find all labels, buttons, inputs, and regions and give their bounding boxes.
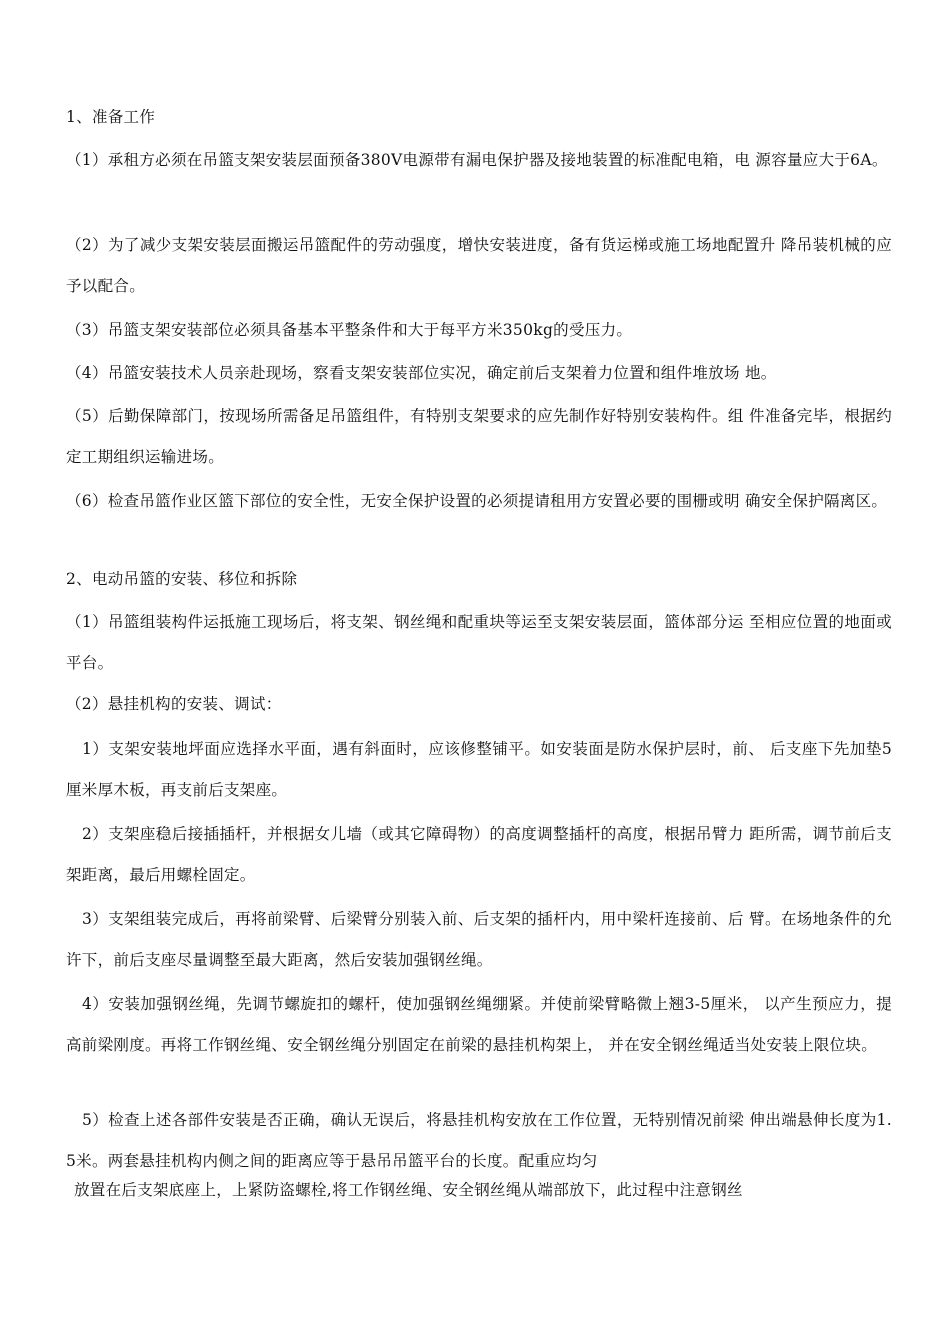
paragraph-step-4: 4）安装加强钢丝绳，先调节螺旋扣的螺杆，使加强钢丝绳绷紧。并使前梁臂略微上翘3-5厘米， 以产生预应力，提高前梁刚度。再将工作钢丝绳、安全钢丝绳分别固定在前梁的悬挂机构架上， 并在安全钢丝绳适当处安装上限位块。: [66, 995, 892, 1054]
paragraph-install-1: （1）吊篮组装构件运抵施工现场后，将支架、钢丝绳和配重块等运至支架安装层面，篮体部分运 至相应位置的地面或平台。: [66, 613, 892, 672]
paragraph-prep-2: （2）为了减少支架安装层面搬运吊篮配件的劳动强度，增快安装进度，备有货运梯或施工场地配置升 降吊装机械的应予以配合。: [66, 236, 892, 295]
paragraph-prep-1: （1）承租方必须在吊篮支架安装层面预备380V电源带有漏电保护器及接地装置的标准配电箱，电 源容量应大于6A。: [66, 151, 888, 169]
heading-installation: 2、电动吊篮的安装、移位和拆除: [66, 570, 298, 588]
paragraph-step-1: 1）支架安装地坪面应选择水平面，遇有斜面时，应该修整铺平。如安装面是防水保护层时，前、 后支座下先加垫5厘米厚木板，再支前后支架座。: [66, 740, 892, 799]
paragraph-prep-3: （3）吊篮支架安装部位必须具备基本平整条件和大于每平方米350kg的受压力。: [66, 321, 633, 339]
paragraph-prep-5: （5）后勤保障部门，按现场所需备足吊篮组件，有特别支架要求的应先制作好特别安装构件。组 件准备完毕，根据约定工期组织运输进场。: [66, 407, 892, 466]
heading-preparation: 1、准备工作: [66, 108, 156, 126]
paragraph-step-5-continued: 放置在后支架底座上，上紧防盗螺栓,将工作钢丝绳、安全钢丝绳从端部放下，此过程中注意钢丝: [74, 1181, 743, 1199]
paragraph-install-2: （2）悬挂机构的安装、调试：: [66, 695, 282, 713]
paragraph-prep-6: （6）检查吊篮作业区篮下部位的安全性，无安全保护设置的必须提请租用方安置必要的围栅或明 确安全保护隔离区。: [66, 492, 888, 510]
paragraph-prep-4: （4）吊篮安装技术人员亲赴现场，察看支架安装部位实况，确定前后支架着力位置和组件堆放场 地。: [66, 364, 777, 382]
paragraph-step-2: 2）支架座稳后接插插杆，并根据女儿墙（或其它障碍物）的高度调整插杆的高度，根据吊臂力 距所需，调节前后支架距离，最后用螺栓固定。: [66, 825, 892, 884]
paragraph-step-3: 3）支架组装完成后，再将前梁臂、后梁臂分别装入前、后支架的插杆内，用中梁杆连接前、后 臂。在场地条件的允许下，前后支座尽量调整至最大距离，然后安装加强钢丝绳。: [66, 910, 892, 969]
paragraph-step-5: 5）检查上述各部件安装是否正确，确认无误后，将悬挂机构安放在工作位置，无特别情况前梁 伸出端悬伸长度为1.5米。两套悬挂机构内侧之间的距离应等于悬吊吊篮平台的长度。配重应均匀: [66, 1111, 892, 1170]
